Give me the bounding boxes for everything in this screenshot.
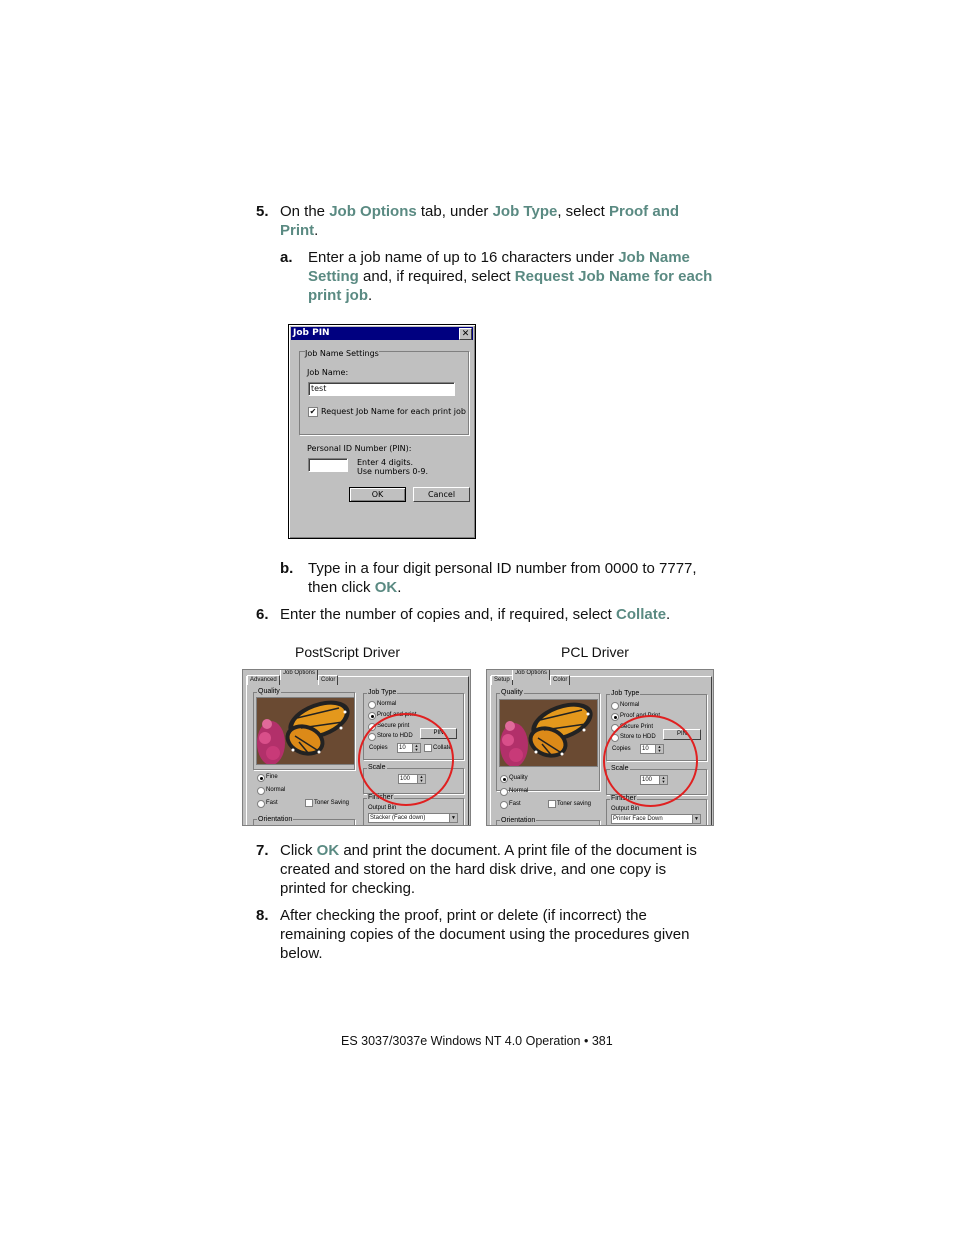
chevron-down-icon[interactable]: ▼ [449, 814, 457, 822]
keyword-job-options: Job Options [329, 203, 417, 220]
butterfly-image [256, 697, 355, 765]
spinner-arrows-icon[interactable]: ▲ ▼ [659, 776, 667, 784]
spinner-arrows-icon[interactable]: ▲ ▼ [412, 744, 420, 752]
request-job-name-label: Request Job Name for each print job [321, 407, 466, 416]
fast-label: Fast [266, 800, 278, 806]
radio-normal[interactable] [500, 788, 508, 796]
text: . [397, 579, 402, 596]
scale-label: Scale [368, 764, 386, 771]
output-bin-value: Stacker (Face down) [370, 815, 426, 821]
step-number: 6. [256, 606, 269, 623]
job-type-label: Job Type [368, 689, 397, 696]
output-bin-label: Output Bin [368, 805, 397, 811]
keyword-collate: Collate [616, 606, 667, 623]
keyword-job-type: Job Type [492, 203, 558, 220]
jt-secure-label: Secure print [377, 723, 410, 729]
tab-setup[interactable]: Setup [491, 675, 513, 685]
jt-store-label: Store to HDD [620, 734, 656, 740]
orientation-label: Orientation [501, 817, 536, 824]
output-bin-label: Output Bin [611, 806, 640, 812]
orientation-label: Orientation [258, 816, 293, 823]
tab-advanced[interactable]: Advanced [247, 675, 280, 685]
job-name-label: Job Name: [307, 368, 349, 377]
text: then click [308, 579, 375, 596]
jt-proof-label: Proof and Print [620, 713, 661, 719]
tab-job-options[interactable]: Job Options [280, 669, 318, 680]
toner-saving-label: Toner Saving [314, 800, 350, 806]
dialog-titlebar [291, 327, 473, 340]
spinner-arrows-icon[interactable]: ▲ ▼ [417, 775, 425, 783]
toner-saving-label: Toner saving [557, 801, 592, 807]
pin-button[interactable]: PIN [420, 728, 457, 739]
text: Click [280, 842, 317, 859]
fast-label: Fast [509, 801, 521, 807]
tab-color[interactable]: Color [550, 675, 570, 685]
text: Type in a four digit personal ID number from 0000 to 7777, [308, 560, 697, 577]
copies-value: 10 [399, 745, 406, 751]
text: . [368, 287, 373, 304]
toner-saving-checkbox[interactable] [305, 799, 313, 807]
keyword-ok: OK [316, 842, 340, 859]
copies-label: Copies [369, 745, 388, 751]
keyword-proof-and-print: Proof and [609, 203, 680, 220]
radio-fine[interactable] [257, 774, 265, 782]
text: . [314, 222, 319, 239]
keyword-job-name: Job Name [618, 249, 690, 266]
collate-label: Collate [433, 745, 452, 751]
text: printed for checking. [280, 880, 416, 897]
step-letter: b. [280, 560, 294, 577]
step-letter: a. [280, 249, 293, 266]
keyword-request-job-name: Request Job Name for each [514, 268, 713, 285]
output-bin-value: Printer Face Down [613, 816, 663, 822]
keyword-print: Print [280, 222, 315, 239]
pin-hint-1: Enter 4 digits. [357, 458, 414, 467]
scale-value: 100 [642, 777, 653, 783]
jt-proof-label: Proof and print [377, 712, 417, 718]
radio-quality[interactable] [500, 775, 508, 783]
caption-postscript: PostScript Driver [295, 644, 401, 660]
radio-jt-proof[interactable] [611, 713, 619, 721]
text: . [666, 606, 671, 623]
text: Enter a job name of up to 16 characters under [308, 249, 619, 266]
cancel-button[interactable]: Cancel [413, 487, 470, 502]
copies-value: 10 [642, 746, 649, 752]
jt-normal-label: Normal [620, 702, 640, 708]
toner-saving-checkbox[interactable] [548, 800, 556, 808]
scale-label: Scale [611, 765, 629, 772]
check-icon[interactable]: ✔ [309, 407, 317, 416]
close-icon[interactable]: ✕ [459, 328, 472, 340]
tab-color[interactable]: Color [318, 675, 338, 685]
finisher-label: Finisher [368, 794, 393, 801]
pin-button[interactable]: PIN [663, 729, 701, 740]
postscript-driver-panel [242, 669, 471, 826]
jt-normal-label: Normal [377, 701, 397, 707]
highlight-circle [603, 715, 698, 807]
spinner-arrows-icon[interactable]: ▲ ▼ [655, 745, 663, 753]
text: After checking the proof, print or delete (if incorrect) the [280, 907, 647, 924]
keyword-print-job: print job [308, 287, 368, 304]
output-bin-select[interactable] [368, 813, 458, 823]
quality-label: Quality [258, 688, 280, 695]
radio-jt-normal[interactable] [368, 701, 376, 709]
pin-input[interactable] [308, 458, 348, 472]
jt-store-label: Store to HDD [377, 733, 413, 739]
keyword-ok: OK [374, 579, 398, 596]
tab-job-options[interactable]: Job Options [512, 669, 550, 680]
radio-normal[interactable] [257, 787, 265, 795]
job-type-label: Job Type [611, 690, 640, 697]
ok-button[interactable]: OK [349, 487, 406, 502]
step-number: 8. [256, 907, 269, 924]
normal-label: Normal [266, 787, 286, 793]
radio-jt-normal[interactable] [611, 702, 619, 710]
text: created and stored on the hard disk drive, and one copy is [280, 861, 667, 878]
quality-option-label: Quality [509, 775, 528, 781]
finisher-label: Finisher [611, 795, 636, 802]
text: tab, under [416, 203, 493, 220]
keyword-setting: Setting [308, 268, 359, 285]
job-name-input[interactable]: test [308, 382, 455, 396]
radio-fast[interactable] [500, 801, 508, 809]
dialog-title: Job PIN [293, 328, 330, 338]
step-number: 5. [256, 203, 269, 220]
jt-secure-label: Secure Print [620, 724, 654, 730]
text: , select [557, 203, 610, 220]
step-number: 7. [256, 842, 269, 859]
fine-label: Fine [266, 774, 278, 780]
text: below. [280, 945, 323, 962]
group-label: Job Name Settings [305, 349, 379, 358]
output-bin-select[interactable] [611, 814, 701, 824]
text: remaining copies of the document using the procedures given [280, 926, 690, 943]
radio-jt-proof[interactable] [368, 712, 376, 720]
text: and, if required, select [358, 268, 515, 285]
page-footer: ES 3037/3037e Windows NT 4.0 Operation • 381 [341, 1034, 613, 1048]
pin-hint-2: Use numbers 0-9. [357, 467, 429, 476]
text: On the [280, 203, 330, 220]
pcl-driver-panel [486, 669, 714, 826]
quality-label: Quality [501, 689, 523, 696]
normal-label: Normal [509, 788, 529, 794]
scale-value: 100 [400, 776, 411, 782]
radio-fast[interactable] [257, 800, 265, 808]
pin-label: Personal ID Number (PIN): [307, 444, 412, 453]
job-pin-dialog [288, 324, 476, 539]
copies-label: Copies [612, 746, 631, 752]
text: and print the document. A print file of the document is [339, 842, 697, 859]
text: Enter the number of copies and, if required, select [280, 606, 617, 623]
butterfly-image [499, 699, 598, 767]
caption-pcl: PCL Driver [561, 644, 629, 660]
highlight-circle [358, 713, 454, 806]
chevron-down-icon[interactable]: ▼ [692, 815, 700, 823]
